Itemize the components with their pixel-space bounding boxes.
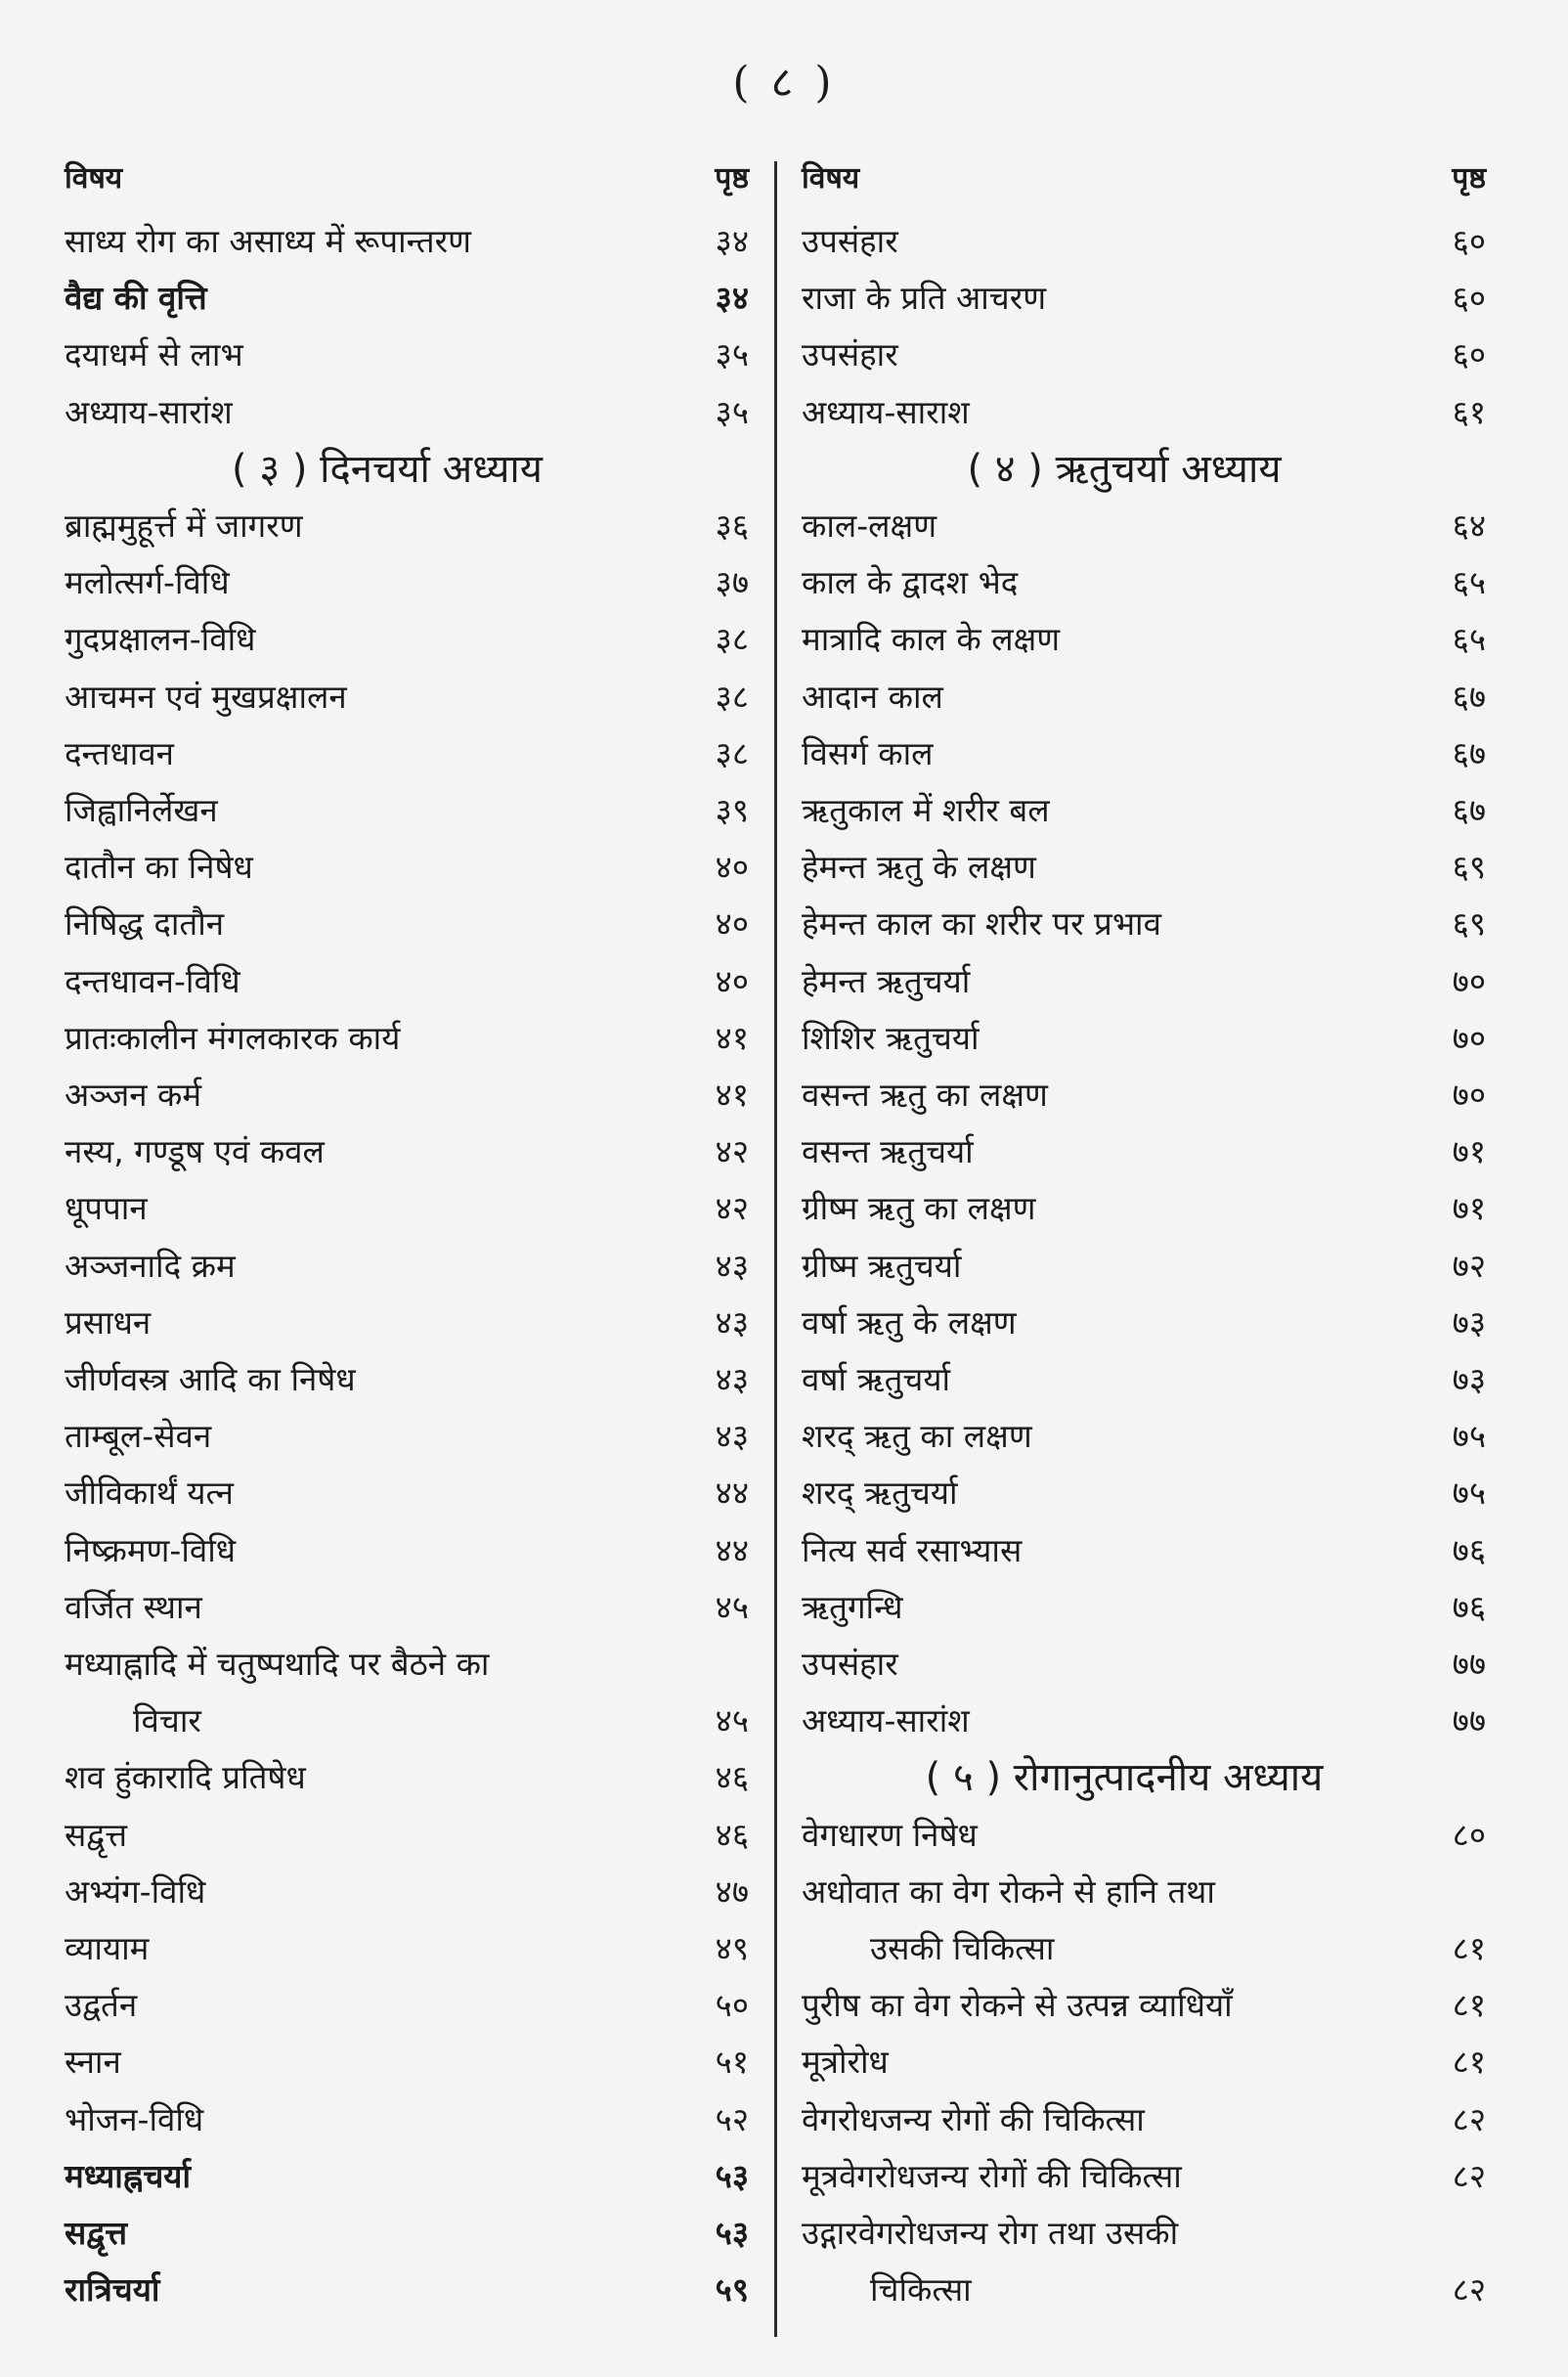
entry-title: हेमन्त काल का शरीर पर प्रभाव	[802, 904, 1161, 944]
toc-entry	[65, 611, 749, 668]
entry-page-number: ७२	[1452, 1246, 1486, 1285]
column-header	[802, 156, 1486, 205]
entry-page-number: ६५	[1452, 620, 1486, 659]
right-column	[802, 156, 1486, 2318]
entry-title: वेगधारण निषेध	[802, 1815, 978, 1854]
toc-entry	[802, 1067, 1486, 1123]
entry-page-number: ६४	[1452, 506, 1486, 545]
entry-page-number: ८१	[1452, 2043, 1486, 2082]
entry-title	[802, 1864, 1408, 1977]
entry-title: भोजन-विधि	[65, 2099, 204, 2138]
entry-page-number: ३६	[715, 506, 749, 545]
toc-entry	[802, 1180, 1486, 1237]
page-header: पृष्ठ	[715, 161, 749, 196]
entry-title: उपसंहार	[802, 335, 898, 374]
entry-title: जीविकार्थं यत्न	[65, 1474, 234, 1513]
entry-title: सद्वृत्त	[65, 2214, 128, 2253]
entry-title: ताम्बूल-सेवन	[65, 1417, 212, 1456]
toc-entry	[65, 669, 749, 726]
entry-page-number: ४५	[715, 1587, 749, 1626]
entry-title: प्रसाधन	[65, 1302, 152, 1342]
entry-title: अध्याय-साराश	[802, 392, 970, 431]
entry-title: वसन्त ऋतु का लक्षण	[802, 1076, 1048, 1115]
entry-page-number: ३५	[715, 392, 749, 431]
entry-page-number: ६९	[1452, 904, 1486, 944]
toc-entry	[802, 1579, 1486, 1636]
toc-entry	[802, 1465, 1486, 1521]
entry-title: वेगरोधजन्य रोगों की चिकित्सा	[802, 2099, 1145, 2138]
entry-title	[802, 2205, 1408, 2318]
entry-page-number: ८०	[1452, 1815, 1486, 1854]
toc-entry	[802, 896, 1486, 952]
entry-page-number: ४४	[715, 1530, 749, 1569]
entry-title	[65, 1636, 671, 1749]
entry-title: उपसंहार	[802, 1645, 898, 1684]
entry-title: निष्क्रमण-विधि	[65, 1530, 237, 1569]
entry-title: शव हुंकारादि प्रतिषेध	[65, 1758, 306, 1797]
column-header	[65, 156, 749, 205]
entry-title-line: मध्याह्नादि में चतुष्पथादि पर बैठने का	[65, 1645, 490, 1684]
entry-title-continuation: चिकित्सा	[870, 2270, 972, 2310]
entry-page-number: ५१	[715, 2043, 749, 2082]
entry-page-number: ७७	[1452, 1645, 1486, 1684]
entry-page-number: ७३	[1452, 1360, 1486, 1399]
entry-page-number: ७६	[1452, 1587, 1486, 1626]
entry-title: धूपपान	[65, 1189, 148, 1228]
entry-title: आदान काल	[802, 677, 943, 716]
toc-entry	[65, 1522, 749, 1579]
entry-title: शरद् ऋतुचर्या	[802, 1474, 958, 1513]
toc-entry	[802, 213, 1486, 270]
entry-page-number: ४०	[715, 961, 749, 1000]
toc-entry	[802, 270, 1486, 327]
entry-title-line: अधोवात का वेग रोकने से हानि तथा	[802, 1871, 1215, 1911]
toc-entry	[65, 1408, 749, 1465]
page-number: ( ८ )	[732, 58, 836, 108]
toc-entry	[802, 669, 1486, 726]
topic-header: विषय	[802, 161, 860, 196]
entry-title: हेमन्त ऋतुचर्या	[802, 961, 971, 1000]
entry-title: जीर्णवस्त्र आदि का निषेध	[65, 1360, 356, 1399]
toc-entry	[802, 1636, 1486, 1693]
entry-page-number: ७१	[1452, 1132, 1486, 1171]
entry-title: उपसंहार	[802, 222, 898, 260]
entry-title: वर्षा ऋतुचर्या	[802, 1360, 951, 1399]
entry-page-number: ५३	[715, 2156, 749, 2195]
entry-title: मूत्रोरोध	[802, 2043, 889, 2082]
toc-entry	[802, 1123, 1486, 1180]
entry-page-number: ५२	[715, 2099, 749, 2138]
entry-title-line: उद्गारवेगरोधजन्य रोग तथा उसकी	[802, 2214, 1179, 2253]
entry-page-number: ४६	[715, 1758, 749, 1797]
entry-title: अध्याय-सारांश	[802, 1701, 970, 1740]
toc-entry	[802, 2034, 1486, 2091]
entry-page-number: ५०	[715, 1986, 749, 2025]
entry-page-number: ४१	[715, 1018, 749, 1057]
entry-title: ग्रीष्म ऋतु का लक्षण	[802, 1189, 1036, 1228]
toc-entry	[65, 2034, 749, 2091]
toc-entry	[802, 726, 1486, 782]
entry-page-number: ४६	[715, 1815, 749, 1854]
toc-entry	[802, 498, 1486, 554]
entry-title: गुदप्रक्षालन-विधि	[65, 620, 256, 659]
entry-page-number: ५३	[715, 2214, 749, 2253]
toc-entry	[65, 1238, 749, 1295]
entry-page-number: ७६	[1452, 1530, 1486, 1569]
entry-title: ग्रीष्म ऋतुचर्या	[802, 1246, 962, 1285]
entry-page-number: ६०	[1452, 279, 1486, 318]
toc-entry	[802, 1010, 1486, 1067]
toc-entry	[65, 953, 749, 1010]
toc-entry	[802, 1238, 1486, 1295]
toc-entry	[65, 1636, 749, 1749]
entry-page-number: ८१	[1452, 1929, 1486, 1968]
entry-title: नस्य, गण्डूष एवं कवल	[65, 1132, 325, 1171]
entry-page-number: ४२	[715, 1132, 749, 1171]
toc-entry	[802, 2091, 1486, 2148]
entry-page-number: ४४	[715, 1474, 749, 1513]
toc-entry	[802, 1807, 1486, 1864]
entry-title: वर्जित स्थान	[65, 1587, 202, 1626]
entry-page-number: ८२	[1452, 2156, 1486, 2195]
entry-title: आचमन एवं मुखप्रक्षालन	[65, 677, 347, 716]
entry-title: व्यायाम	[65, 1929, 150, 1968]
entry-page-number: ३९	[715, 791, 749, 830]
entry-title: शरद् ऋतु का लक्षण	[802, 1417, 1032, 1456]
entry-title: वर्षा ऋतु के लक्षण	[802, 1302, 1017, 1342]
toc-entry	[65, 384, 749, 441]
entry-title: दन्तधावन-विधि	[65, 961, 240, 1000]
entry-title: वसन्त ऋतुचर्या	[802, 1132, 974, 1171]
entry-title: काल-लक्षण	[802, 506, 937, 545]
toc-entry	[65, 1749, 749, 1806]
toc-entry	[802, 327, 1486, 383]
entry-title: राजा के प्रति आचरण	[802, 279, 1047, 318]
toc-entry	[65, 896, 749, 952]
toc-entry	[802, 1522, 1486, 1579]
entry-title: जिह्वानिर्लेखन	[65, 791, 218, 830]
toc-entry	[65, 270, 749, 327]
entry-page-number: ७७	[1452, 1701, 1486, 1740]
entry-page-number: ६०	[1452, 222, 1486, 260]
toc-entry	[65, 1864, 749, 1920]
entry-title: अञ्जनादि क्रम	[65, 1246, 236, 1285]
toc-entry	[65, 726, 749, 782]
entry-title: रात्रिचर्या	[65, 2270, 160, 2310]
chapter-heading: ( ४ ) ऋतुचर्या अध्याय	[967, 446, 1282, 492]
entry-page-number: ३८	[715, 620, 749, 659]
entry-title: अध्याय-सारांश	[65, 392, 233, 431]
entry-title: ब्राह्ममुहूर्त्त में जागरण	[65, 506, 303, 545]
toc-entry	[65, 498, 749, 554]
entry-page-number: ४७	[715, 1871, 749, 1911]
entry-title-continuation: उसकी चिकित्सा	[870, 1929, 1055, 1968]
entry-page-number: ४३	[715, 1246, 749, 1285]
entry-page-number: ३४	[715, 279, 749, 318]
entry-page-number: ६१	[1452, 392, 1486, 431]
entry-page-number: ७०	[1452, 1018, 1486, 1057]
chapter-heading: ( ५ ) रोगानुत्पादनीय अध्याय	[925, 1755, 1324, 1801]
entry-page-number: ३८	[715, 677, 749, 716]
entry-title: दातौन का निषेध	[65, 848, 253, 887]
entry-page-number: ५९	[715, 2270, 749, 2310]
entry-page-number: ७०	[1452, 961, 1486, 1000]
entry-title: दन्तधावन	[65, 733, 175, 772]
toc-entry	[65, 554, 749, 611]
entry-title: हेमन्त ऋतु के लक्षण	[802, 848, 1036, 887]
page-header: पृष्ठ	[1452, 161, 1486, 196]
entry-page-number: ६५	[1452, 563, 1486, 602]
entry-page-number: ७१	[1452, 1189, 1486, 1228]
entry-title: मध्याह्नचर्या	[65, 2156, 191, 2195]
entry-title: मलोत्सर्ग-विधि	[65, 563, 230, 602]
entry-title: विसर्ग काल	[802, 733, 934, 772]
entry-title: वैद्य की वृत्ति	[65, 279, 207, 318]
entry-page-number: ३७	[715, 563, 749, 602]
toc-entry	[65, 2262, 749, 2318]
entry-page-number: ६७	[1452, 677, 1486, 716]
entry-title: मूत्रवेगरोधजन्य रोगों की चिकित्सा	[802, 2156, 1182, 2195]
topic-header: विषय	[65, 161, 123, 196]
toc-entry	[65, 1180, 749, 1237]
entry-title-continuation: विचार	[133, 1701, 201, 1740]
toc-entry	[802, 1351, 1486, 1408]
entry-title: पुरीष का वेग रोकने से उत्पन्न व्याधियाँ	[802, 1986, 1233, 2025]
toc-entry	[65, 1807, 749, 1864]
entry-page-number: ६९	[1452, 848, 1486, 887]
entry-page-number: ६०	[1452, 335, 1486, 374]
toc-entry	[802, 1295, 1486, 1351]
entry-page-number: ४०	[715, 848, 749, 887]
entry-title: उद्वर्तन	[65, 1986, 138, 2025]
toc-entry	[65, 2205, 749, 2262]
column-divider	[774, 161, 777, 2337]
toc-entry	[65, 1067, 749, 1123]
toc-entry	[802, 554, 1486, 611]
entry-page-number: ७३	[1452, 1302, 1486, 1342]
toc-entry	[65, 782, 749, 839]
toc-entry	[802, 1693, 1486, 1749]
entry-page-number: ८१	[1452, 1986, 1486, 2025]
toc-entry	[802, 2205, 1486, 2318]
toc-entry	[802, 953, 1486, 1010]
toc-entry	[65, 1920, 749, 1977]
left-column	[65, 156, 749, 2319]
entry-title: अभ्यंग-विधि	[65, 1871, 206, 1911]
entry-page-number: ८२	[1452, 2099, 1486, 2138]
toc-entry	[802, 611, 1486, 668]
entry-title: निषिद्ध दातौन	[65, 904, 225, 944]
entry-page-number: ४०	[715, 904, 749, 944]
toc-entry	[802, 384, 1486, 441]
toc-entry	[65, 1010, 749, 1067]
entry-page-number: ४५	[715, 1701, 749, 1740]
entry-page-number: ३८	[715, 733, 749, 772]
toc-entry	[65, 2148, 749, 2205]
toc-entry	[802, 1864, 1486, 1977]
toc-entry	[65, 1579, 749, 1636]
entry-title: साध्य रोग का असाध्य में रूपान्तरण	[65, 222, 471, 260]
entry-page-number: ६७	[1452, 791, 1486, 830]
entry-page-number: ३४	[715, 222, 749, 260]
toc-entry	[65, 213, 749, 270]
entry-title: शिशिर ऋतुचर्या	[802, 1018, 980, 1057]
entry-title: दयाधर्म से लाभ	[65, 335, 243, 374]
toc-entry	[65, 2091, 749, 2148]
toc-entry	[65, 327, 749, 383]
entry-page-number: ४९	[715, 1929, 749, 1968]
toc-entry	[65, 1977, 749, 2034]
entry-page-number: ४३	[715, 1302, 749, 1342]
entry-page-number: ४१	[715, 1076, 749, 1115]
entry-page-number: ४२	[715, 1189, 749, 1228]
entry-page-number: ८२	[1452, 2270, 1486, 2310]
entry-title: सद्वृत्त	[65, 1815, 128, 1854]
toc-entry	[65, 839, 749, 896]
entry-page-number: ६७	[1452, 733, 1486, 772]
entry-page-number: ७५	[1452, 1417, 1486, 1456]
entry-page-number: ७०	[1452, 1076, 1486, 1115]
entry-page-number: ७५	[1452, 1474, 1486, 1513]
toc-entry	[802, 2148, 1486, 2205]
entry-page-number: ४३	[715, 1360, 749, 1399]
entry-title: काल के द्वादश भेद	[802, 563, 1019, 602]
entry-page-number: ३५	[715, 335, 749, 374]
toc-entry	[802, 1977, 1486, 2034]
entry-title: प्रातःकालीन मंगलकारक कार्य	[65, 1018, 401, 1057]
entry-title: अञ्जन कर्म	[65, 1076, 202, 1115]
toc-entry	[802, 839, 1486, 896]
toc-entry	[65, 1351, 749, 1408]
toc-entry	[802, 1408, 1486, 1465]
toc-entry	[65, 1295, 749, 1351]
entry-title: स्नान	[65, 2043, 121, 2082]
toc-entry	[65, 1465, 749, 1521]
toc-entry	[65, 1123, 749, 1180]
entry-title: नित्य सर्व रसाभ्यास	[802, 1530, 1023, 1569]
entry-title: मात्रादि काल के लक्षण	[802, 620, 1061, 659]
chapter-heading: ( ३ ) दिनचर्या अध्याय	[232, 446, 543, 492]
toc-entry	[802, 782, 1486, 839]
entry-page-number: ४३	[715, 1417, 749, 1456]
entry-title: ऋतुकाल में शरीर बल	[802, 791, 1050, 830]
entry-title: ऋतुगन्धि	[802, 1587, 903, 1626]
